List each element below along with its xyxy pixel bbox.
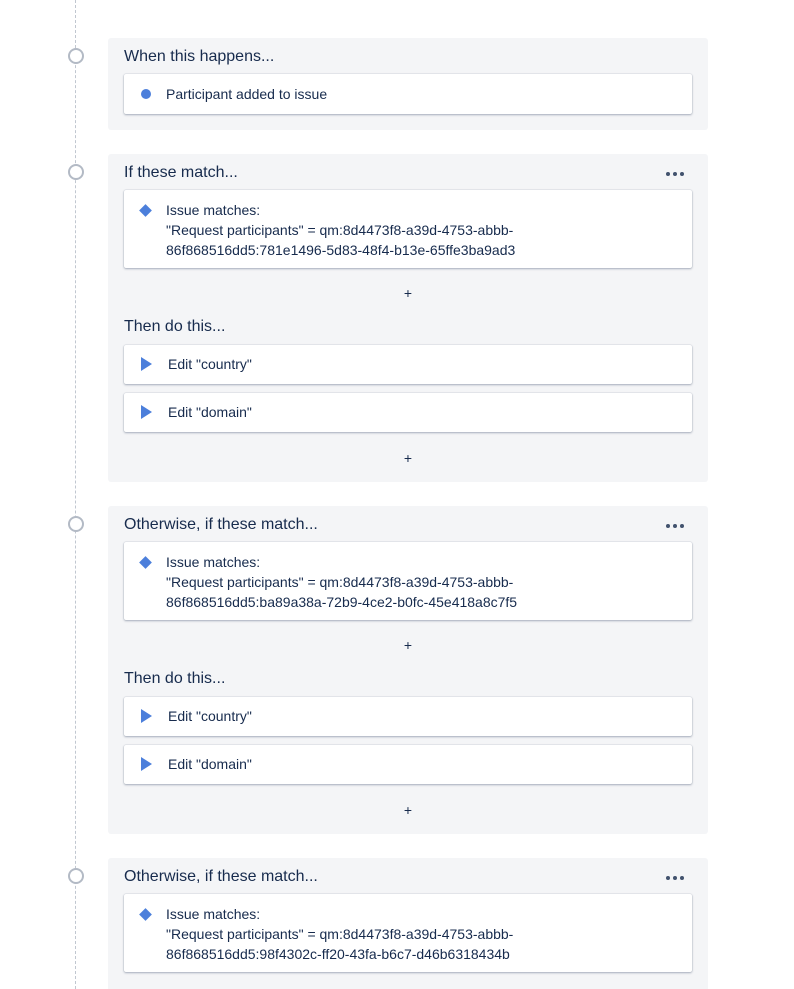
more-icon[interactable] (666, 876, 684, 880)
timeline-line (75, 0, 76, 989)
condition-line: 86f868516dd5:ba89a38a-72b9-4ce2-b0fc-45e418a8c7f5 (166, 594, 518, 610)
condition-label: Issue matches: (166, 906, 261, 922)
add-condition-button[interactable]: + (403, 637, 413, 653)
branch-title: Otherwise, if these match... (124, 516, 318, 533)
action-card[interactable] (124, 345, 692, 384)
add-action-button[interactable]: + (403, 450, 413, 466)
dot-icon (141, 89, 151, 99)
trigger-label: Participant added to issue (166, 86, 328, 102)
condition-line: "Request participants" = qm:8d4473f8-a39d-4753-abbb- (166, 574, 514, 590)
add-action-button[interactable]: + (403, 802, 413, 818)
play-icon (141, 757, 152, 771)
condition-card[interactable] (124, 894, 692, 972)
then-title: Then do this... (124, 670, 226, 687)
condition-card[interactable] (124, 190, 692, 268)
play-icon (141, 405, 152, 419)
diamond-icon (139, 908, 152, 921)
branch-title: Otherwise, if these match... (124, 868, 318, 885)
diamond-icon (139, 204, 152, 217)
condition-line: 86f868516dd5:781e1496-5d83-48f4-b13e-65ffe3ba9ad3 (166, 242, 516, 258)
condition-line: 86f868516dd5:98f4302c-ff20-43fa-b6c7-d46b6318434b (166, 946, 510, 962)
action-card[interactable] (124, 393, 692, 432)
action-card[interactable] (124, 697, 692, 736)
branch-title: If these match... (124, 164, 238, 181)
action-label: Edit "domain" (168, 756, 252, 772)
trigger-title: When this happens... (124, 48, 275, 65)
branch-section-2 (108, 506, 708, 834)
condition-label: Issue matches: (166, 202, 261, 218)
timeline-node-icon (68, 164, 84, 180)
timeline-node-icon (68, 868, 84, 884)
branch-section-3 (108, 858, 708, 989)
action-label: Edit "country" (168, 708, 252, 724)
timeline-node-icon (68, 48, 84, 64)
condition-line: "Request participants" = qm:8d4473f8-a39d-4753-abbb- (166, 926, 514, 942)
branch-section-1 (108, 154, 708, 482)
condition-label: Issue matches: (166, 554, 261, 570)
action-card[interactable] (124, 745, 692, 784)
more-icon[interactable] (666, 172, 684, 176)
action-label: Edit "country" (168, 356, 252, 372)
timeline-node-icon (68, 516, 84, 532)
play-icon (141, 709, 152, 723)
condition-card[interactable] (124, 542, 692, 620)
more-icon[interactable] (666, 524, 684, 528)
action-label: Edit "domain" (168, 404, 252, 420)
diamond-icon (139, 556, 152, 569)
trigger-card[interactable] (124, 74, 692, 114)
trigger-section (108, 38, 708, 130)
play-icon (141, 357, 152, 371)
then-title: Then do this... (124, 318, 226, 335)
condition-line: "Request participants" = qm:8d4473f8-a39d-4753-abbb- (166, 222, 514, 238)
add-condition-button[interactable]: + (403, 285, 413, 301)
